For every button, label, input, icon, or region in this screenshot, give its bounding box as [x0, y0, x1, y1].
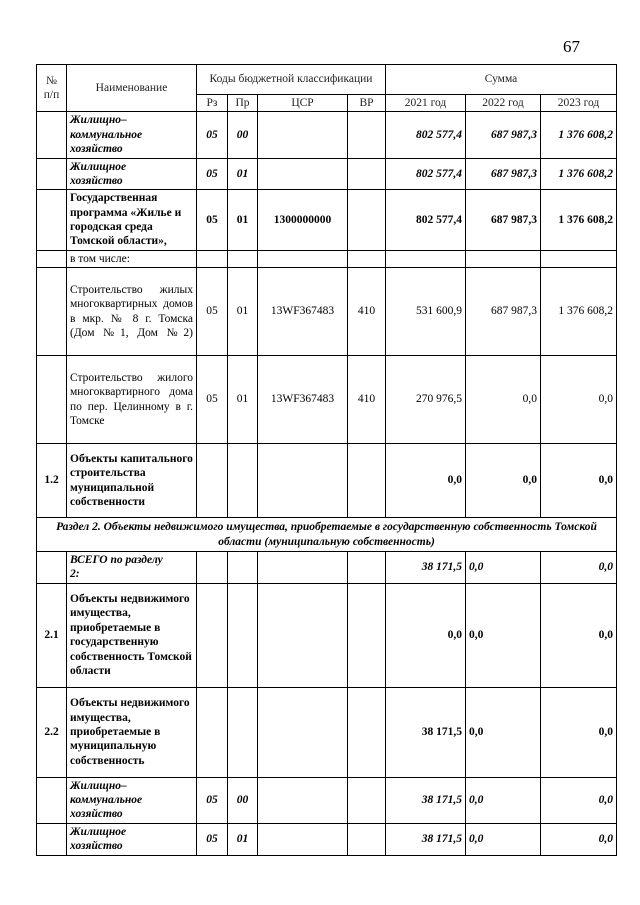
row-name: ВСЕГО по разделу 2: [67, 551, 197, 583]
header-codes: Коды бюджетной классификации [197, 65, 386, 95]
table-row [37, 112, 617, 158]
section-2-title: Раздел 2. Объекты недвижимого имущества, приобретаемые в государственную собственность Томской области (муниципальную собственность) [37, 518, 617, 552]
row-sum-2022: 0,0 [466, 444, 541, 518]
header-rz: Рз [197, 95, 228, 112]
row-sum-2021: 38 171,5 [386, 551, 466, 583]
row-sum-2022: 687 987,3 [466, 190, 541, 251]
row-name: Объекты капитального строительства муниципальной собственности [67, 444, 197, 518]
header-name: Наименование [67, 65, 197, 112]
row-sum-2023: 0,0 [541, 551, 617, 583]
row-rz: 05 [197, 268, 228, 356]
row-pr: 01 [228, 268, 258, 356]
row-sum-2023: 1 376 608,2 [541, 112, 617, 158]
table-row [37, 777, 617, 823]
row-sum-2022: 0,0 [469, 628, 484, 641]
row-sum-2022: 687 987,3 [466, 268, 541, 356]
row-pr: 00 [228, 777, 258, 823]
header-num: № п/п [37, 65, 67, 112]
row-sum-2021: 38 171,5 [386, 687, 466, 777]
row-num [37, 777, 67, 823]
row-sum-2021: 38 171,5 [386, 777, 466, 823]
table-row [37, 158, 617, 190]
row-sum-2022: 0,0 [466, 356, 541, 444]
table-row [37, 250, 617, 267]
row-sum-2021: 0,0 [386, 583, 466, 687]
row-num [37, 158, 67, 190]
row-sum-2021: 38 171,5 [386, 823, 466, 855]
row-name: Жилищно– коммунальное хозяйство [67, 777, 197, 823]
row-vr [348, 158, 386, 190]
row-sum-2022: 687 987,3 [466, 158, 541, 190]
row-num: 2.2 [37, 687, 67, 777]
row-sum-2023: 0,0 [541, 777, 617, 823]
header-2021: 2021 год [386, 95, 466, 112]
table-row [37, 444, 617, 518]
row-rz: 05 [197, 777, 228, 823]
row-sum-2023: 0,0 [541, 687, 617, 777]
row-sum-2023: 0,0 [541, 583, 617, 687]
row-num: 2.1 [37, 583, 67, 687]
row-csr: 13WF367483 [258, 268, 348, 356]
table-row [37, 583, 617, 687]
row-sum-2022: 0,0 [469, 832, 484, 845]
budget-table [36, 64, 617, 856]
table-row [37, 551, 617, 583]
row-num [37, 190, 67, 251]
row-rz: 05 [197, 112, 228, 158]
row-name: Жилищно– коммунальное хозяйство [67, 112, 197, 158]
row-sum-2021: 802 577,4 [386, 158, 466, 190]
header-row-1 [37, 65, 617, 95]
row-name: Строительство жилых многоквартирных домов в мкр. № 8 г. Томска (Дом №1, Дом №2) [67, 268, 197, 356]
row-num [37, 250, 67, 267]
header-csr: ЦСР [258, 95, 348, 112]
header-vr: ВР [348, 95, 386, 112]
row-name: Объекты недвижимого имущества, приобретаемые в муниципальную собственность [67, 687, 197, 777]
row-rz: 05 [197, 190, 228, 251]
row-pr: 01 [228, 356, 258, 444]
table-row [37, 687, 617, 777]
row-num [37, 268, 67, 356]
row-sum-2022: 0,0 [469, 561, 484, 574]
row-sum-2021: 0,0 [386, 444, 466, 518]
row-name: Строительство жилого многоквартирного дома по пер. Целинному в г. Томске [67, 356, 197, 444]
row-csr [258, 158, 348, 190]
header-2022: 2022 год [466, 95, 541, 112]
row-sum-2021: 802 577,4 [386, 112, 466, 158]
row-pr: 01 [228, 158, 258, 190]
row-name: в том числе: [67, 250, 197, 267]
row-sum-2023: 0,0 [541, 444, 617, 518]
row-num [37, 551, 67, 583]
row-name: Жилищное хозяйство [67, 823, 197, 855]
row-pr: 00 [228, 112, 258, 158]
row-sum-2022: 0,0 [469, 794, 484, 806]
header-sum: Сумма [386, 65, 617, 95]
header-2023: 2023 год [541, 95, 617, 112]
row-rz: 05 [197, 823, 228, 855]
row-pr: 01 [228, 190, 258, 251]
row-sum-2022: 0,0 [469, 725, 484, 738]
row-vr: 410 [348, 268, 386, 356]
row-vr [348, 190, 386, 251]
page-number: 67 [563, 37, 580, 56]
table-row [37, 268, 617, 356]
table-row [37, 190, 617, 251]
row-num [37, 356, 67, 444]
row-rz: 05 [197, 356, 228, 444]
row-sum-2022: 687 987,3 [466, 112, 541, 158]
row-name: Жилищное хозяйство [67, 158, 197, 190]
row-sum-2023: 1 376 608,2 [541, 190, 617, 251]
section-title-row [37, 518, 617, 552]
row-sum-2021: 270 976,5 [386, 356, 466, 444]
header-pr: Пр [228, 95, 258, 112]
row-num [37, 112, 67, 158]
row-name: Объекты недвижимого имущества, приобретаемые в государственную собственность Томской области [67, 583, 197, 687]
row-sum-2023: 1 376 608,2 [541, 268, 617, 356]
table-row [37, 356, 617, 444]
row-vr [348, 112, 386, 158]
row-vr: 410 [348, 356, 386, 444]
row-sum-2023: 0,0 [541, 356, 617, 444]
row-rz: 05 [197, 158, 228, 190]
row-num [37, 823, 67, 855]
row-name: Государственная программа «Жилье и городская среда Томской области», [67, 190, 197, 251]
row-sum-2023: 0,0 [541, 823, 617, 855]
row-csr [258, 112, 348, 158]
row-sum-2021: 802 577,4 [386, 190, 466, 251]
row-pr: 01 [228, 823, 258, 855]
table-row [37, 823, 617, 855]
row-num: 1.2 [37, 444, 67, 518]
row-csr: 1300000000 [258, 190, 348, 251]
row-sum-2023: 1 376 608,2 [541, 158, 617, 190]
row-sum-2021: 531 600,9 [386, 268, 466, 356]
row-csr: 13WF367483 [258, 356, 348, 444]
